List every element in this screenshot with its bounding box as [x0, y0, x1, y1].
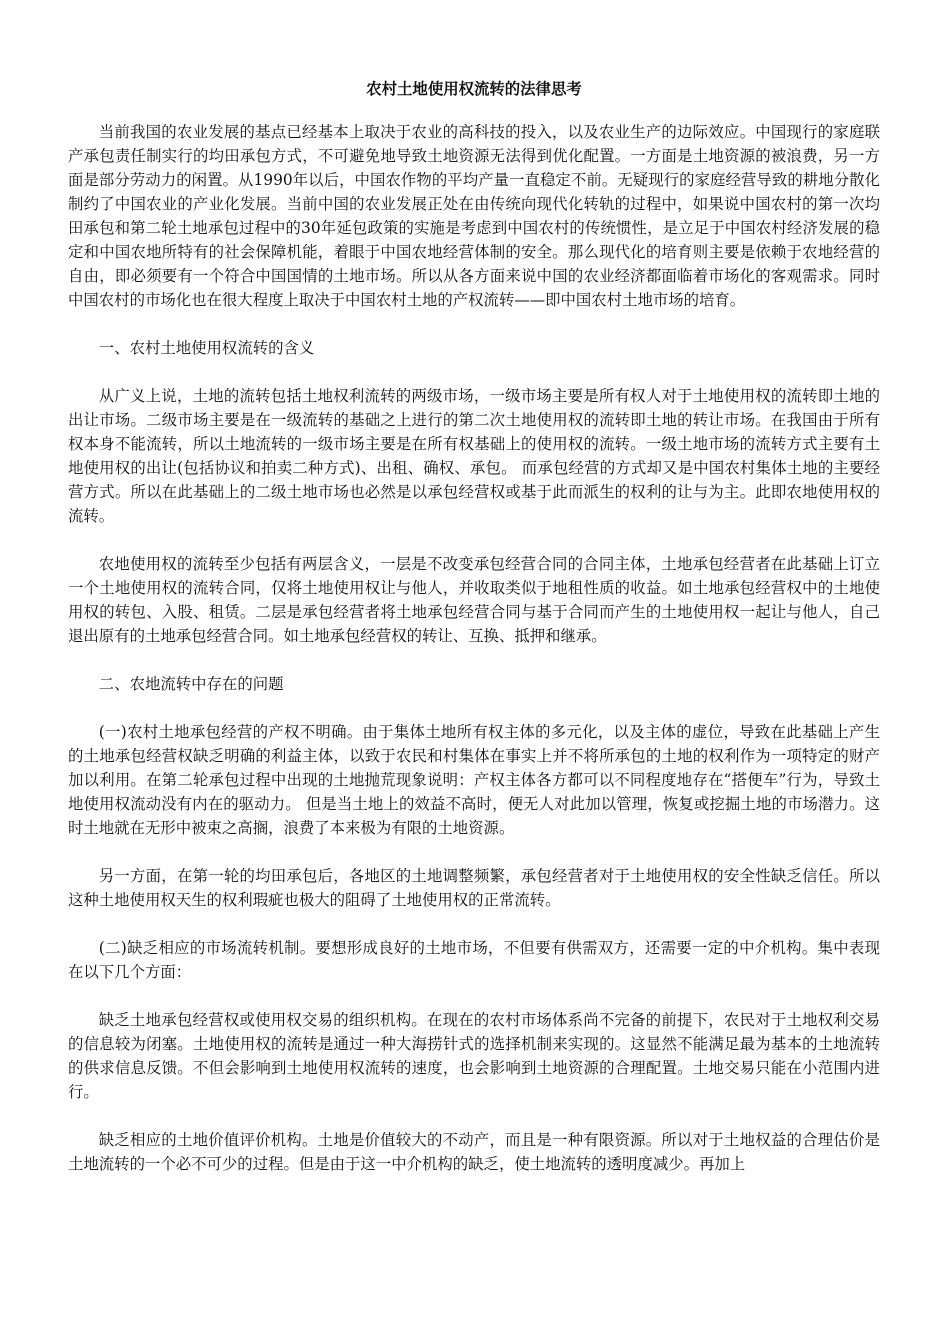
paragraph-problem-1-cont: 另一方面，在第一轮的均田承包后，各地区的土地调整频繁，承包经营者对于土地使用权的安全性缺乏信任。所以这种土地使用权天生的权利瑕疵也极大的阻碍了土地使用权的正常流转。	[68, 867, 880, 909]
paragraph-intro: 当前我国的农业发展的基点已经基本上取决于农业的高科技的投入，以及农业生产的边际效应。中国现行的家庭联产承包责任制实行的均田承包方式，不可避免地导致土地资源无法得到优化配置。一方面是土地资源的被浪费，另一方面是部分劳动力的闲置。从1990年以后，中国农作物的平均产量一直稳定不前。无疑现行的家庭经营导致的耕地分散化制约了中国农业的产业化发展。当前中国的农业发展正处在由传统向现代化转轨的过程中，如果说中国农村的第一次均田承包和第二轮土地承包过程中的30年延包政策的实施是考虑到中国农村的传统惯性，是立足于中国农村经济发展的稳定和中国农地所特有的社会保障机能，着眼于中国农地经营体制的安全。那么现代化的培育则主要是依赖于农地经营的自由，即必须要有一个符合中国国情的土地市场。所以从各方面来说中国的农业经济都面临着市场化的客观需求。同时中国农村的市场化也在很大程度上取决于中国农村土地的产权流转——即中国农村土地市场的培育。	[68, 123, 880, 309]
document-body	[68, 78, 880, 1200]
paragraph-problem-2: (二)缺乏相应的市场流转机制。要想形成良好的土地市场，不但要有供需双方，还需要一定的中介机构。集中表现在以下几个方面：	[68, 939, 880, 981]
section-heading-2: 二、农地流转中存在的问题	[98, 675, 284, 693]
paragraph-problem-1: (一)农村土地承包经营的产权不明确。由于集体土地所有权主体的多元化，以及主体的虚位，导致在此基础上产生的土地承包经营权缺乏明确的利益主体，以致于农民和村集体在事实上并不将所承包的土地的权利作为一项特定的财产加以利用。在第二轮承包过程中出现的土地抛荒现象说明：产权主体各方都可以不同程度地存在“搭便车”行为，导致土地使用权流动没有内在的驱动力。 但是当土地上的效益不高时，便无人对此加以管理，恢复或挖掘土地的市场潜力。这时土地就在无形中被束之高搁，浪费了本来极为有限的土地资源。	[68, 723, 880, 837]
paragraph-two-meanings: 农地使用权的流转至少包括有两层含义，一层是不改变承包经营合同的合同主体，土地承包经营者在此基础上订立一个土地使用权的流转合同，仅将土地使用权让与他人，并收取类似于地租性质的收益。如土地承包经营权中的土地使用权的转包、入股、租赁。二层是承包经营者将土地承包经营合同与基于合同而产生的土地使用权一起让与他人，自己退出原有的土地承包经营合同。如土地承包经营权的转让、互换、抵押和继承。	[68, 555, 880, 645]
paragraph-problem-2a: 缺乏土地承包经营权或使用权交易的组织机构。在现在的农村市场体系尚不完备的前提下，农民对于土地权利交易的信息较为闭塞。土地使用权的流转是通过一种大海捞针式的选择机制来实现的。这显然不能满足最为基本的土地流转的供求信息反馈。不但会影响到土地使用权流转的速度，也会影响到土地资源的合理配置。土地交易只能在小范围内进行。	[68, 1011, 880, 1101]
section-heading-1: 一、农村土地使用权流转的含义	[98, 339, 315, 357]
paragraph-definition: 从广义上说，土地的流转包括土地权利流转的两级市场，一级市场主要是所有权人对于土地使用权的流转即土地的出让市场。二级市场主要是在一级流转的基础之上进行的第二次土地使用权的流转即土地的转让市场。在我国由于所有权本身不能流转，所以土地流转的一级市场主要是在所有权基础上的使用权的流转。一级土地市场的流转方式主要有土地使用权的出让(包括协议和拍卖二种方式)、出租、确权、承包。 而承包经营的方式却又是中国农村集体土地的主要经营方式。所以在此基础上的二级土地市场也必然是以承包经营权或基于此而派生的权利的让与为主。此即农地使用权的流转。	[68, 387, 880, 525]
paragraph-problem-2b: 缺乏相应的土地价值评价机构。土地是价值较大的不动产，而且是一种有限资源。所以对于土地权益的合理估价是土地流转的一个必不可少的过程。但是由于这一中介机构的缺乏，使土地流转的透明度减少。再加上	[68, 1131, 880, 1173]
document-title: 农村土地使用权流转的法律思考	[366, 80, 582, 98]
